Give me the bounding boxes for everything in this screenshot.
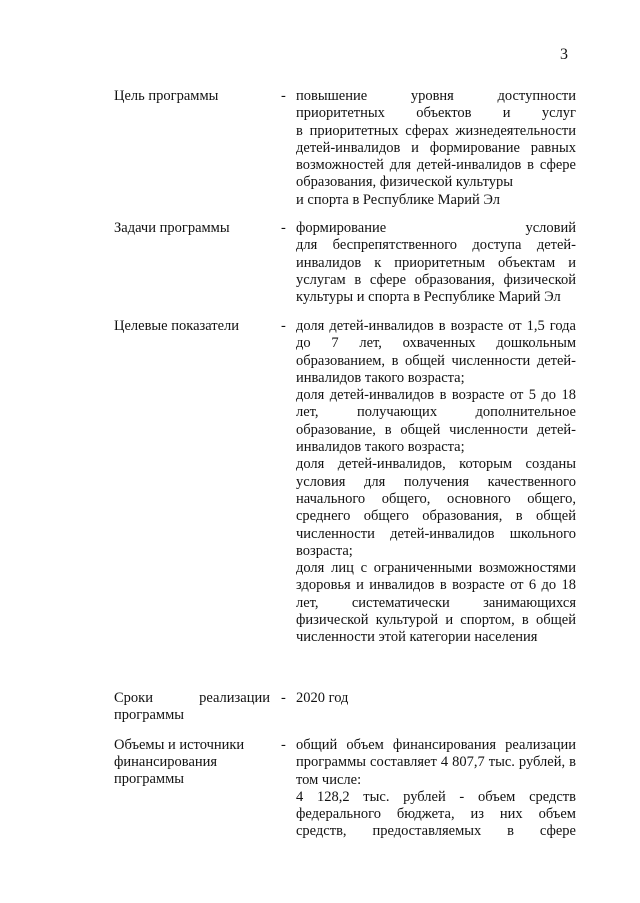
paragraph: общий объем финансирования реализации программы составляет 4 807,7 тыс. рублей, в том числе:: [296, 737, 576, 788]
paragraph: доля лиц с ограниченными возможностями здоровья и инвалидов в возрасте от 6 до 18 лет, систематически занимающихся физической культурой и спортом, в общей численности этой категории населения: [296, 560, 576, 646]
section-label: Сроки реализации программы: [114, 690, 270, 723]
paragraph: доля детей-инвалидов в возрасте от 5 до 18 лет, получающих дополнительное образование, в общей численности детей-инвалидов такого возраста;: [296, 387, 576, 456]
dash: -: [281, 318, 286, 334]
section-text: [296, 737, 576, 841]
section-label: Цель программы: [114, 88, 219, 104]
section-text: [296, 318, 576, 647]
section-label: Объемы и источники финансирования программы: [114, 737, 245, 787]
paragraph: повышение уровня доступности приоритетных объектов и услуг: [296, 88, 576, 122]
paragraph: и спорта в Республике Марий Эл: [296, 191, 500, 208]
section-text: [296, 88, 576, 209]
paragraph: 2020 год: [296, 690, 349, 706]
section-label: Целевые показатели: [114, 318, 240, 334]
page-number: 3: [560, 46, 568, 63]
section-text: [296, 220, 576, 306]
dash: -: [281, 88, 286, 104]
paragraph: формирование условий: [296, 220, 576, 236]
paragraph: доля детей-инвалидов в возрасте от 1,5 года до 7 лет, охваченных дошкольным образованием, в общей численности детей-инвалидов такого возраста;: [296, 318, 576, 386]
dash: -: [281, 737, 286, 753]
paragraph: доля детей-инвалидов, которым созданы условия для получения качественного начального общего, основного общего, среднего общего образования, в общей численности детей-инвалидов школьного возраста;: [296, 456, 576, 559]
dash: -: [281, 220, 286, 236]
paragraph: в приоритетных сферах жизнедеятельности детей-инвалидов и формирование равных возможностей для детей-инвалидов в сфере образования, физической культуры: [296, 122, 576, 191]
section-label: Задачи программы: [114, 220, 230, 236]
paragraph: для беспрепятственного доступа детей-инвалидов к приоритетным объектам и услугам в сфере образования, физической культуры и спорта в Республике Марий Эл: [296, 237, 576, 306]
section-text: [296, 690, 576, 707]
paragraph: 4 128,2 тыс. рублей - объем средств федерального бюджета, из них объем средств, предоставляемых в сфере: [296, 788, 576, 840]
dash: -: [281, 690, 286, 706]
